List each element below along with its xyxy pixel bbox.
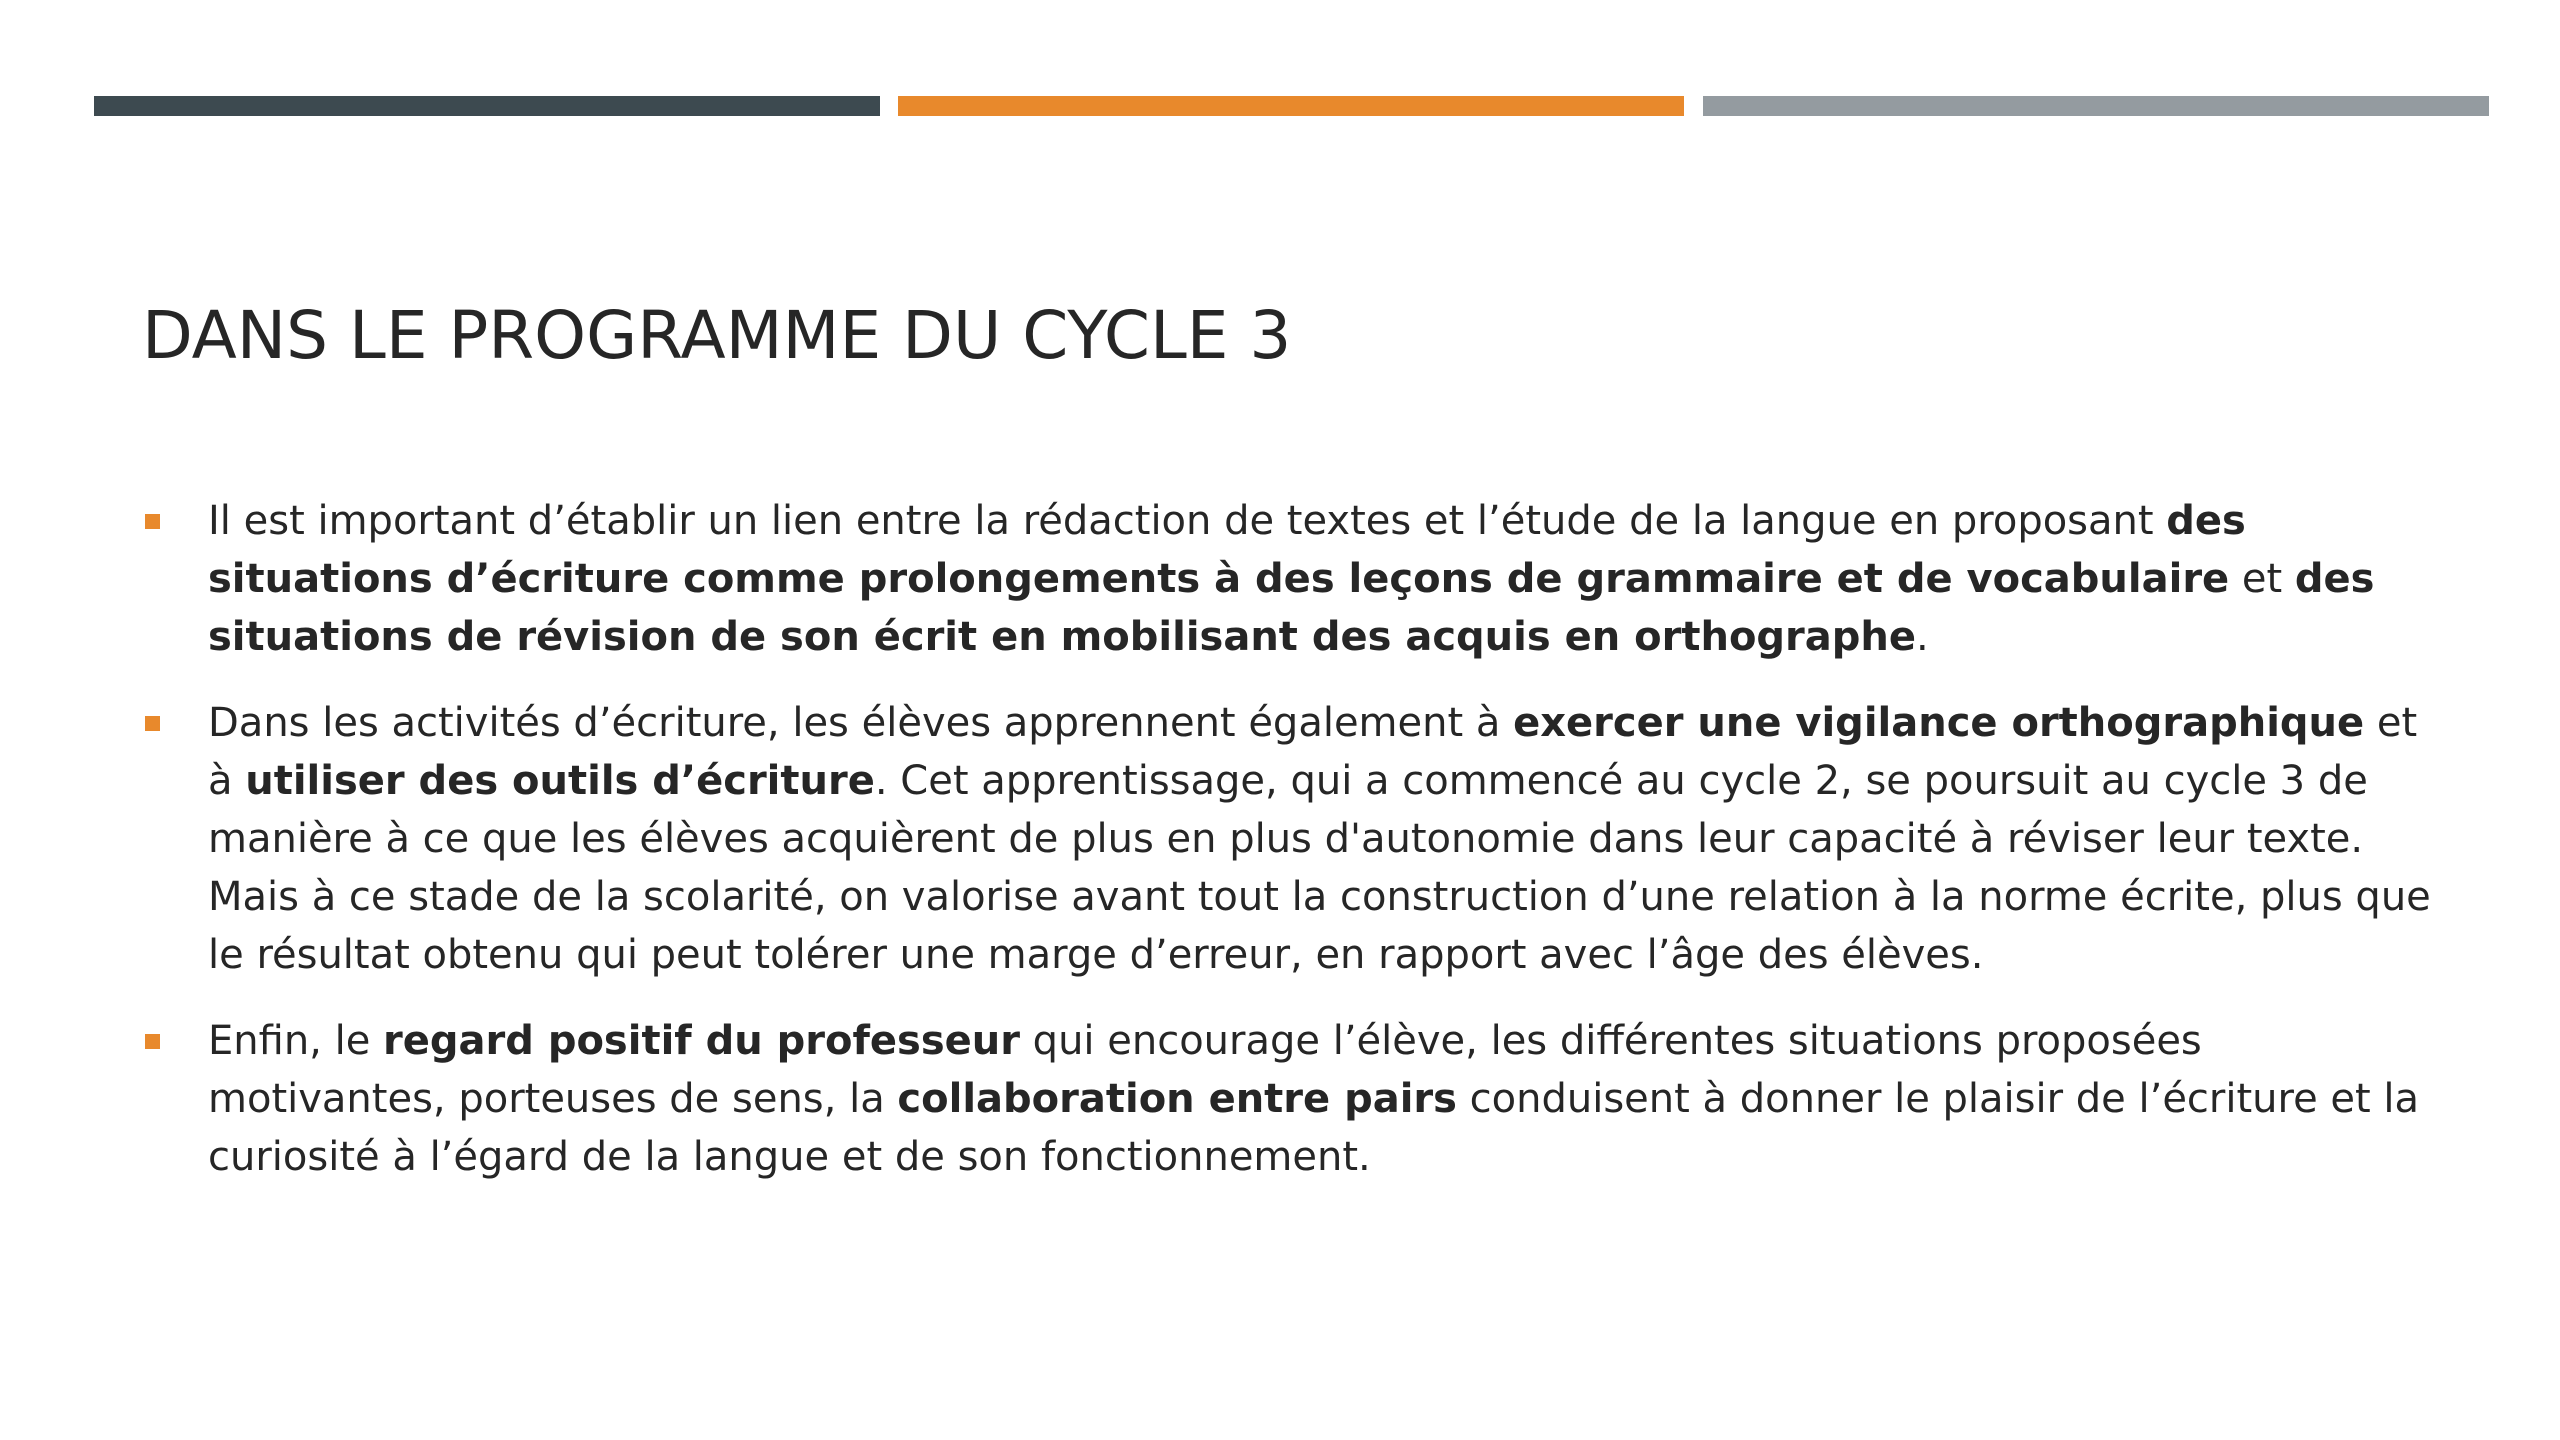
bullet-emphasis: utiliser des outils d’écriture	[245, 758, 875, 804]
bullet-text: qui encourage l’élève, les différentes situations proposées motivantes, porteuses de sens, la	[208, 1018, 2202, 1122]
bullet-text: Dans les activités d’écriture, les élèves apprennent également à	[208, 700, 1514, 746]
bullet-text: Enfin, le	[208, 1018, 384, 1064]
bullet-text: conduisent à donner le plaisir de l’écriture et la curiosité à l’égard de la langue et de son fonctionnement.	[208, 1076, 2420, 1180]
bullet-text: .	[1916, 614, 1929, 660]
bullet-emphasis: collaboration entre pairs	[897, 1076, 1457, 1122]
header-bar-gray	[1703, 96, 2489, 116]
bullet-text: et	[2229, 556, 2295, 602]
bullet-emphasis: des situations d’écriture comme prolongements à des leçons de grammaire et de vocabulaire	[208, 498, 2246, 602]
header-bar-dark	[94, 96, 880, 116]
header-bar-orange	[898, 96, 1684, 116]
orange-square-bullet-icon	[145, 716, 160, 731]
bullet-item-1	[142, 492, 2442, 666]
orange-square-bullet-icon	[145, 1034, 160, 1049]
bullet-text: Il est important d’établir un lien entre la rédaction de textes et l’étude de la langue en proposant	[208, 498, 2167, 544]
bullet-list	[142, 492, 2442, 1214]
orange-square-bullet-icon	[145, 514, 160, 529]
bullet-emphasis: regard positif du professeur	[383, 1018, 1020, 1064]
bullet-item-3	[142, 1012, 2442, 1186]
bullet-text: . Cet apprentissage, qui a commencé au cycle 2, se poursuit au cycle 3 de manière à ce que les élèves acquièrent de plus en plus d'autonomie dans leur capacité à réviser leur texte. Mais à ce stade de la scolarité, on valorise avant tout la construction d’une relation à la norme écrite, plus que le résultat obtenu qui peut tolérer une marge d’erreur, en rapport avec l’âge des élèves.	[208, 758, 2431, 978]
bullet-item-2	[142, 694, 2442, 984]
slide-title: DANS LE PROGRAMME DU CYCLE 3	[142, 297, 1292, 374]
bullet-emphasis: exercer une vigilance orthographique	[1513, 700, 2365, 746]
bullet-emphasis: des situations de révision de son écrit en mobilisant des acquis en orthographe	[208, 556, 2375, 660]
bullet-text: et à	[208, 700, 2418, 804]
